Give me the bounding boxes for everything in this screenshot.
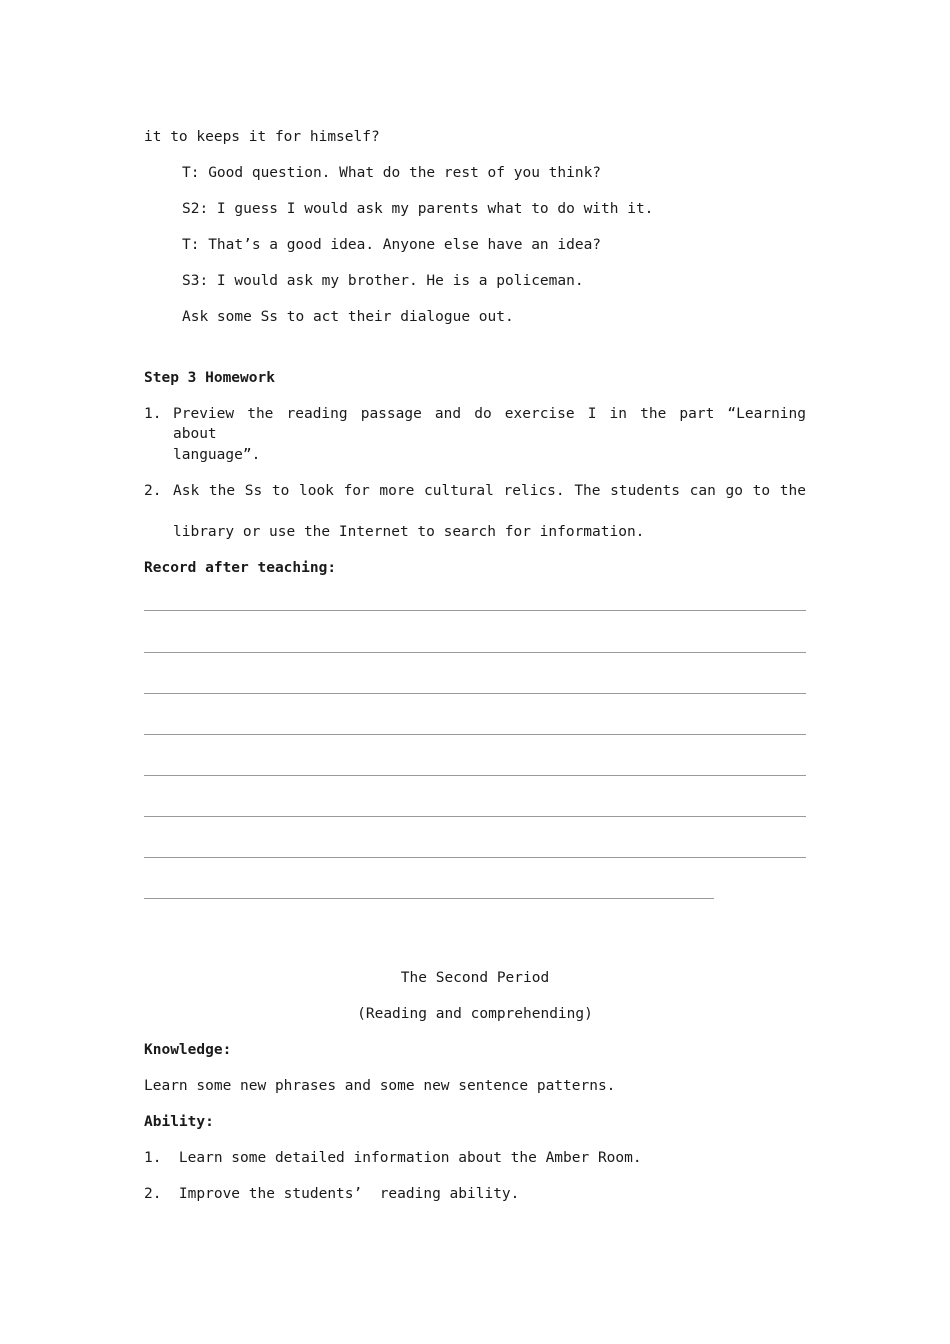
record-line — [144, 734, 806, 735]
knowledge-text: Learn some new phrases and some new sentence patterns. — [144, 1078, 616, 1094]
period-title: The Second Period — [400, 970, 550, 986]
knowledge-heading: Knowledge: — [144, 1042, 232, 1058]
homework-item-2-number: 2. — [144, 483, 162, 499]
dialogue-continuation: it to keeps it for himself? — [144, 129, 380, 145]
ability-item-2: 2. Improve the students’ reading ability. — [144, 1186, 520, 1202]
dialogue-line-3: T: That’s a good idea. Anyone else have an idea? — [182, 237, 602, 253]
record-line — [144, 898, 714, 899]
record-line — [144, 857, 806, 858]
homework-item-2-continuation: library or use the Internet to search for information. — [173, 524, 645, 540]
homework-heading: Step 3 Homework — [144, 370, 275, 386]
dialogue-line-1: T: Good question. What do the rest of you think? — [182, 165, 602, 181]
record-line — [144, 693, 806, 694]
homework-item-2-text: Ask the Ss to look for more cultural relics. The students can go to the — [173, 483, 806, 499]
dialogue-line-4: S3: I would ask my brother. He is a policeman. — [182, 273, 584, 289]
homework-item-1-text: Preview the reading passage and do exercise I in the part “Learning about — [173, 406, 806, 442]
record-line — [144, 816, 806, 817]
record-line — [144, 610, 806, 611]
dialogue-line-2: S2: I guess I would ask my parents what to do with it. — [182, 201, 654, 217]
record-line — [144, 652, 806, 653]
ability-heading: Ability: — [144, 1114, 214, 1130]
period-subtitle: (Reading and comprehending) — [357, 1006, 593, 1022]
record-heading: Record after teaching: — [144, 560, 337, 576]
ability-item-1: 1. Learn some detailed information about the Amber Room. — [144, 1150, 642, 1166]
homework-item-1-number: 1. — [144, 406, 162, 422]
record-line — [144, 775, 806, 776]
dialogue-instruction: Ask some Ss to act their dialogue out. — [182, 309, 514, 325]
homework-item-1-continuation: language”. — [173, 447, 261, 463]
